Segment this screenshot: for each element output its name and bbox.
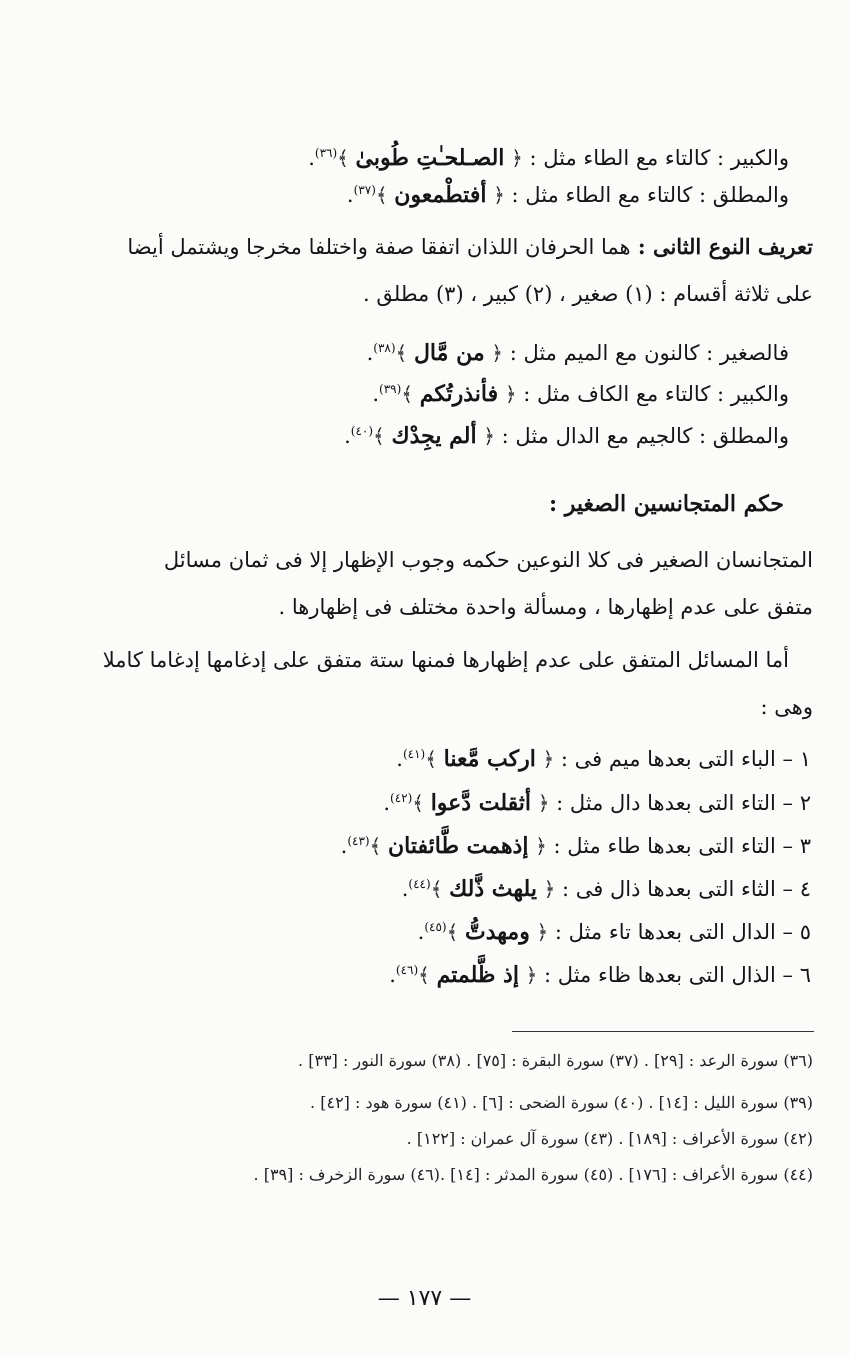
line-text: والكبير : كالتاء مع الطاء مثل :: [522, 146, 789, 170]
period: .: [340, 834, 348, 858]
line-text: والمطلق : كالتاء مع الطاء مثل :: [504, 183, 789, 207]
ruling-paragraph2-line2: وهى :: [760, 695, 813, 719]
list-item: [341, 826, 811, 861]
type2-text: هما الحرفان اللذان اتفقا صفة واختلفا مخرجا ويشتمل أيضا: [127, 235, 631, 259]
quran-word: يلهث ذَّلك: [449, 876, 537, 902]
ornate-bracket: ﴿: [493, 183, 505, 207]
quran-word: أفتطْمعون: [394, 182, 487, 208]
ruling-paragraph1-line1: المتجانسان الصغير فى كلا النوعين حكمه وجوب الإظهار إلا فى ثمان مسائل: [163, 548, 813, 572]
footnote-ref: (٤٢): [390, 791, 413, 805]
quran-word: الصـلحـٰتِ طُوبىٰ: [355, 145, 505, 171]
footnote-separator: [512, 1031, 814, 1032]
line-text: والمطلق : كالجيم مع الدال مثل :: [494, 424, 789, 448]
type2-definition-line2: على ثلاثة أقسام : (١) صغير ، (٢) كبير ، (٣) مطلق .: [363, 282, 813, 306]
footnote-ref: (٣٦): [314, 146, 338, 160]
saghir-example-line: [367, 333, 789, 368]
quran-word: ومهدتُّ: [465, 919, 530, 945]
mutlaq2-example-line: [344, 416, 789, 451]
footnote-ref: (٤٥): [424, 920, 447, 934]
footnote-ref: (٤٤): [408, 877, 431, 891]
ornate-bracket: ﴿: [504, 382, 517, 406]
line-text: والكبير : كالتاء مع الكاف مثل :: [516, 382, 789, 406]
quran-word: ألم يجِدْك: [391, 423, 477, 449]
ornate-bracket: ﴾: [418, 963, 430, 987]
list-item: [418, 912, 811, 947]
footnote-line: (٣٦) سورة الرعد : [٢٩] . (٣٧) سورة البقرة : [٧٥] . (٣٨) سورة النور : [٣٣] .: [298, 1051, 813, 1070]
type2-heading: تعريف النوع الثانى :: [630, 234, 813, 259]
ornate-bracket: ﴿: [543, 877, 556, 901]
list-item: [396, 739, 811, 774]
line-text: ٤ – الثاء التى بعدها ذال فى :: [555, 877, 811, 901]
footnote-ref: (٤٠): [350, 424, 374, 438]
footnote-line: (٤٢) سورة الأعراف : [١٨٩] . (٤٣) سورة آل عمران : [١٢٢] .: [406, 1129, 813, 1148]
footnote-line: (٤٤) سورة الأعراف : [١٧٦] . (٤٥) سورة المدثر : [١٤] .(٤٦) سورة الزخرف : [٣٩] .: [253, 1165, 813, 1184]
ornate-bracket: ﴿: [537, 791, 550, 815]
period: .: [396, 747, 403, 771]
ruling-paragraph1-line2: متفق على عدم إظهارها ، ومسألة واحدة مختلف فى إظهارها .: [278, 595, 813, 619]
period: .: [366, 341, 374, 365]
list-item: [389, 955, 811, 990]
ruling-heading: حكم المتجانسين الصغير :: [549, 491, 784, 517]
period: .: [417, 920, 425, 944]
line-text: ٦ – الذال التى بعدها ظاء مثل :: [537, 963, 811, 987]
period: .: [346, 183, 354, 207]
footnote-ref: (٤٦): [395, 963, 419, 977]
period: .: [372, 382, 380, 406]
ornate-bracket: ﴾: [412, 791, 424, 815]
mutlaq-example-line: [347, 175, 789, 210]
footnote-ref: (٤٣): [347, 834, 370, 848]
ruling-paragraph2-line1: أما المسائل المتفق على عدم إظهارها فمنها ستة متفق على إدغامها إدغاما كاملا: [102, 648, 789, 672]
period: .: [344, 424, 351, 448]
footnote-line: (٣٩) سورة الليل : [١٤] . (٤٠) سورة الضحى : [٦] . (٤١) سورة هود : [٤٢] .: [310, 1093, 813, 1112]
ornate-bracket: ﴾: [373, 424, 385, 448]
ornate-bracket: ﴾: [446, 920, 459, 944]
ornate-bracket: ﴾: [430, 877, 443, 901]
period: .: [401, 877, 409, 901]
ornate-bracket: ﴾: [401, 382, 414, 406]
ornate-bracket: ﴿: [535, 834, 547, 858]
page-number: — ١٧٧ —: [377, 1286, 472, 1311]
type2-definition-line1: [37, 232, 813, 262]
line-text: ١ – الباء التى بعدها ميم فى :: [554, 747, 811, 771]
ornate-bracket: ﴾: [369, 834, 382, 858]
line-text: ٢ – التاء التى بعدها دال مثل :: [549, 791, 811, 815]
ornate-bracket: ﴿: [491, 341, 504, 365]
ornate-bracket: ﴾: [375, 183, 388, 207]
quran-word: إذ ظَّلمتم: [436, 962, 519, 988]
ornate-bracket: ﴿: [542, 747, 555, 771]
line-text: ٣ – التاء التى بعدها طاء مثل :: [546, 834, 811, 858]
list-item: [383, 783, 811, 818]
ornate-bracket: ﴿: [536, 920, 549, 944]
footnote-ref: (٣٧): [353, 183, 376, 197]
kabir-example-line: [308, 138, 789, 173]
ornate-bracket: ﴾: [337, 146, 349, 170]
quran-word: اركب مَّعنا: [443, 746, 536, 772]
period: .: [308, 146, 315, 170]
line-text: ٥ – الدال التى بعدها تاء مثل :: [548, 920, 811, 944]
ornate-bracket: ﴿: [525, 963, 538, 987]
ornate-bracket: ﴿: [511, 146, 523, 170]
line-text: فالصغير : كالنون مع الميم مثل :: [503, 341, 789, 365]
quran-word: أثقلت دَّعوا: [430, 790, 531, 816]
ornate-bracket: ﴾: [395, 341, 408, 365]
period: .: [383, 791, 391, 815]
quran-word: إذهمت طَّائفتان: [388, 833, 529, 859]
footnote-ref: (٣٨): [373, 341, 396, 355]
period: .: [389, 963, 396, 987]
ornate-bracket: ﴾: [425, 747, 437, 771]
ornate-bracket: ﴿: [483, 424, 495, 448]
quran-word: من مَّال: [413, 340, 485, 366]
kabir2-example-line: [372, 374, 789, 409]
footnote-ref: (٣٩): [379, 382, 402, 396]
quran-word: فأنذرتُكم: [419, 381, 499, 407]
footnote-ref: (٤١): [402, 747, 426, 761]
list-item: [402, 869, 811, 904]
